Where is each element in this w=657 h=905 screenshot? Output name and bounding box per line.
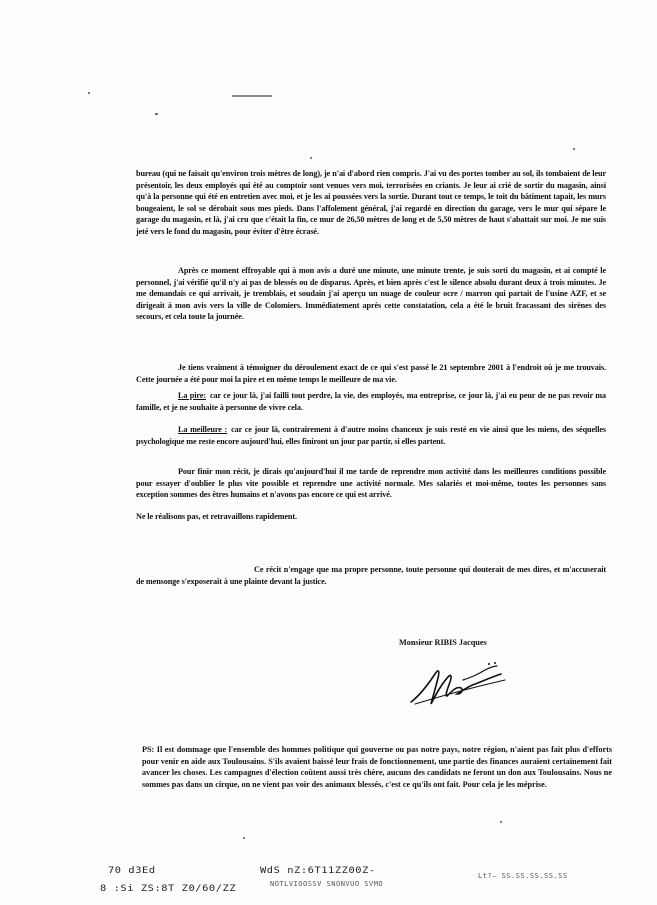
- paragraph-testimony: Je tiens vraiment à témoigner du déroulement exact de ce qui s'est passé le 21 septembre 2001 à l'endroit où je me trouvais. Cette journée a été pour moi la pire et en même temps le meilleure de ma vie.: [136, 363, 606, 384]
- fax-footer-bottom-left: 8 :Si ZS:8T Z0/60/ZZ: [100, 884, 237, 894]
- paragraph-commitment: [136, 564, 606, 587]
- fax-footer-bottom-middle: NOTLVIOOSSV SNONVUO SVMO: [270, 880, 384, 888]
- scan-speck: [88, 92, 90, 94]
- paragraph-best: [136, 424, 606, 447]
- paragraph-worst: [136, 390, 606, 413]
- fax-footer-right: Lt?— SS.SS.SS.SS.SS: [478, 872, 568, 880]
- paragraph-aftermath: Après ce moment effroyable qui à mon avis a duré une minute, une minute trente, je suis sorti du magasin, et ai compté le personnel, j'ai vérifié qu'il n'y ai pas de blessés ou de disparus. Après, et bien après c'est le silence absolu durant deux à trois minutes. Je me demandais ce qui arrivait, je tremblais, et soudain j'ai aperçu un nuage de couleur ocre / marron qui partait de l'usine AZF, et se dirigeait à mon avis vers la ville de Colomiers. Immédiatement après cette constatation, cela a été le bruit fracassant des sirènes des secours, et cela toute la journée.: [136, 266, 606, 322]
- postscript: PS: Il est dommage que l'ensemble des hommes politique qui gouverne ou pas notre pays, notre région, n'aient pas fait plus d'efforts pour venir en aide aux Toulousains. S'ils avaient baissé leur frais de fonctionnement, une partie des finances auraient certainement fait avancer les choses. Les campagnes d'élection coûtent aussi très chère, aucuns des candidats ne feront un don aux Toulousains. Nous ne sommes pas dans un cirque, on ne vient pas voir des animaux blessés, c'est ce qu'ils ont fait. Pour cela je les méprise.: [142, 745, 612, 789]
- best-text: car ce jour là, contrairement à d'autre moins chanceux je suis resté en vie ainsi que les miens, des séquelles psychologique me reste encore aujourd'hui, elles finiront un jour par partir, si elles partent.: [136, 425, 606, 446]
- paragraph-closing: Pour finir mon récit, je dirais qu'aujourd'hui il me tarde de reprendre mon activité dans les meilleures conditions possible pour essayer d'oublier le plus vite possible et reprendre une activité normale. Mes salariés et moi-même, toutes les personnes sans exception sommes des êtres humains et n'avons pas encore ce qui est arrivé.: [136, 467, 606, 500]
- scan-speck: [500, 821, 502, 823]
- fax-footer-middle: WdS nZ:6T11ZZ00Z-: [260, 866, 376, 876]
- handwritten-signature: [405, 660, 513, 710]
- signatory-name: Monsieur RIBIS Jacques: [399, 638, 487, 647]
- scan-speck: [573, 148, 575, 150]
- worst-text: car ce jour là, j'ai failli tout perdre, la vie, des employés, ma entreprise, ce jour là, j'ai eu peur de ne pas revoir ma famille, et je ne souhaite à personne de vivre cela.: [136, 391, 606, 412]
- fax-footer-left: 70 d3Ed: [108, 866, 156, 876]
- scan-speck: [310, 157, 312, 159]
- scan-speck: [155, 113, 158, 115]
- paragraph-continuation: bureau (qui ne faisait qu'environ trois mètres de long), je n'ai d'abord rien compris. J'ai vu des portes tomber au sol, ils tombaient de leur présentoir, les deux employés qui été au comptoir sont venues vers moi, terrorisées en criants. Je leur ai crié de sortir du magasin, ainsi qu'à la personne qui été en entretien avec moi, et je les ai poussées vers la sortie. Durant tout ce temps, le toit du bâtiment tapait, les murs bougeaient, le sol se dérobait sous mes pieds. Dans l'affolement général, j'ai regardé en direction du garage, vers le mur qui sépare le garage du magasin, et là, j'ai cru que c'était la fin, ce mur de 26,50 mètres de long et de 5,50 mètres de haut s'abattait sur moi. Je me suis jeté vers le fond du magasin, pour éviter d'être écrasé.: [136, 169, 606, 236]
- worst-label: La pire:: [178, 391, 206, 400]
- best-label: La meilleure :: [178, 425, 228, 434]
- header-fragment: [232, 95, 272, 97]
- commitment-text: Ce récit n'engage que ma propre personne, toute personne qui douterait de mes dires, et m'accuserait de mensonge s'exposerait à une plainte devant la justice.: [136, 565, 606, 586]
- scan-speck: [243, 837, 245, 839]
- paragraph-closing-last: Ne le réalisons pas, et retravaillons rapidement.: [136, 512, 297, 521]
